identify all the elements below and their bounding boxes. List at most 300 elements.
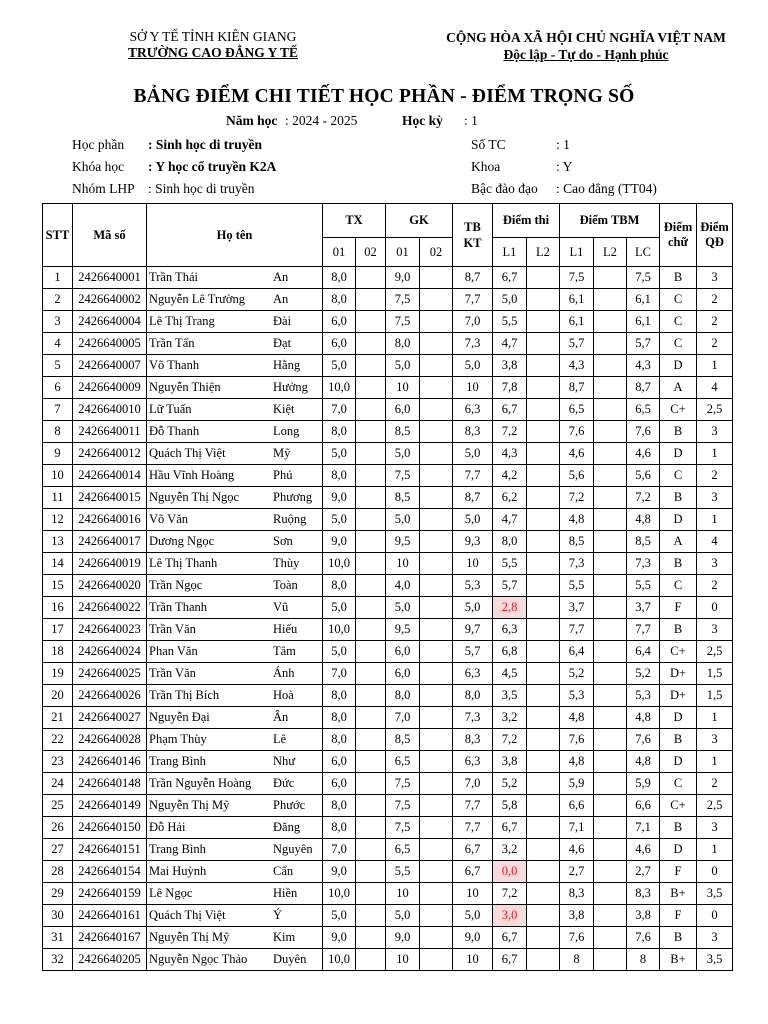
cell-exam-l1: 5,0 <box>493 289 527 311</box>
student-last-name: Trần Thanh <box>149 600 207 614</box>
cell-student-id: 2426640150 <box>73 817 147 839</box>
cell-exam-l2 <box>527 465 560 487</box>
cell-gk-01: 9,5 <box>386 531 420 553</box>
cell-exam-l1: 5,8 <box>493 795 527 817</box>
cell-letter-grade: F <box>660 597 697 619</box>
cell-gk-02 <box>420 883 453 905</box>
cell-tbm-l2 <box>594 443 627 465</box>
cell-tbkt: 5,0 <box>453 355 493 377</box>
cell-stt: 23 <box>43 751 73 773</box>
cell-stt: 10 <box>43 465 73 487</box>
cell-tbkt: 10 <box>453 377 493 399</box>
cell-stt: 4 <box>43 333 73 355</box>
cell-exam-l1: 6,7 <box>493 267 527 289</box>
table-row <box>43 575 733 597</box>
cell-student-name <box>147 509 323 531</box>
cell-exam-l1: 4,7 <box>493 509 527 531</box>
cell-exam-l2 <box>527 663 560 685</box>
cell-gk-02 <box>420 465 453 487</box>
cell-gk-02 <box>420 861 453 883</box>
cell-letter-grade: D <box>660 751 697 773</box>
cell-tx-02 <box>356 663 386 685</box>
student-last-name: Lữ Tuấn <box>149 402 192 416</box>
cell-tbkt: 7,3 <box>453 707 493 729</box>
cell-tbm-l1: 5,6 <box>560 465 594 487</box>
cell-gk-01: 6,0 <box>386 641 420 663</box>
cell-tbm-l2 <box>594 817 627 839</box>
table-row <box>43 355 733 377</box>
cell-student-id: 2426640161 <box>73 905 147 927</box>
cell-gk-02 <box>420 575 453 597</box>
cell-tx-02 <box>356 553 386 575</box>
cell-exam-l2 <box>527 685 560 707</box>
table-row <box>43 377 733 399</box>
cell-letter-grade: B <box>660 553 697 575</box>
cell-student-id: 2426640205 <box>73 949 147 971</box>
cell-tbkt: 9,3 <box>453 531 493 553</box>
cell-qd-grade: 4 <box>697 531 733 553</box>
student-last-name: Trang Bình <box>149 842 206 856</box>
cell-tbm-lc: 2,7 <box>627 861 660 883</box>
cell-tbm-l1: 7,3 <box>560 553 594 575</box>
cell-tx-01: 9,0 <box>323 861 356 883</box>
cell-tbm-l2 <box>594 333 627 355</box>
col-exam: Điểm thi <box>493 204 560 238</box>
student-first-name: Hưởng <box>273 380 308 394</box>
cell-tbm-lc: 3,8 <box>627 905 660 927</box>
cell-gk-01: 10 <box>386 883 420 905</box>
cell-tbm-lc: 5,2 <box>627 663 660 685</box>
table-row <box>43 443 733 465</box>
cell-tx-01: 6,0 <box>323 773 356 795</box>
cell-tx-01: 7,0 <box>323 399 356 421</box>
cell-student-id: 2426640023 <box>73 619 147 641</box>
student-last-name: Lê Ngọc <box>149 886 193 900</box>
cell-tbm-l2 <box>594 355 627 377</box>
cell-gk-01: 5,0 <box>386 597 420 619</box>
cell-exam-l1: 6,3 <box>493 619 527 641</box>
student-first-name: An <box>273 292 289 306</box>
cell-gk-01: 8,0 <box>386 685 420 707</box>
cell-exam-l1: 2,8 <box>493 597 527 619</box>
cell-stt: 7 <box>43 399 73 421</box>
cell-stt: 3 <box>43 311 73 333</box>
course-value: : Y học cổ truyền K2A <box>148 159 277 174</box>
cell-tbkt: 8,3 <box>453 421 493 443</box>
cell-tx-01: 5,0 <box>323 905 356 927</box>
cell-student-name <box>147 311 323 333</box>
cell-gk-02 <box>420 905 453 927</box>
cell-letter-grade: D <box>660 509 697 531</box>
cell-tbm-l1: 3,8 <box>560 905 594 927</box>
credits-label: Số TC <box>471 137 506 152</box>
student-first-name: Như <box>273 754 296 768</box>
cell-tbm-lc: 7,1 <box>627 817 660 839</box>
faculty-label: Khoa <box>471 159 501 174</box>
cell-exam-l2 <box>527 905 560 927</box>
cell-gk-02 <box>420 597 453 619</box>
cell-student-name <box>147 795 323 817</box>
student-last-name: Võ Văn <box>149 512 189 526</box>
cell-tx-02 <box>356 531 386 553</box>
col-tbkt: TB KT <box>453 204 493 267</box>
cell-tbm-lc: 4,8 <box>627 509 660 531</box>
cell-tx-01: 9,0 <box>323 531 356 553</box>
col-tbm-lc: LC <box>627 238 660 267</box>
cell-stt: 29 <box>43 883 73 905</box>
faculty-value: : Y <box>556 159 573 174</box>
cell-student-id: 2426640009 <box>73 377 147 399</box>
cell-stt: 17 <box>43 619 73 641</box>
cell-tbm-l1: 6,1 <box>560 289 594 311</box>
cell-letter-grade: C <box>660 575 697 597</box>
credits-value: : 1 <box>556 137 570 152</box>
cell-tx-02 <box>356 949 386 971</box>
cell-letter-grade: C+ <box>660 641 697 663</box>
cell-tbm-lc: 5,6 <box>627 465 660 487</box>
cell-exam-l1: 6,2 <box>493 487 527 509</box>
cell-student-name <box>147 355 323 377</box>
cell-student-name <box>147 839 323 861</box>
cell-exam-l2 <box>527 773 560 795</box>
cell-tx-02 <box>356 729 386 751</box>
cell-exam-l2 <box>527 861 560 883</box>
cell-tbkt: 9,7 <box>453 619 493 641</box>
cell-student-name <box>147 949 323 971</box>
cell-tbm-lc: 4,8 <box>627 751 660 773</box>
cell-gk-02 <box>420 685 453 707</box>
cell-qd-grade: 1 <box>697 707 733 729</box>
cell-tx-02 <box>356 575 386 597</box>
cell-tbm-l2 <box>594 575 627 597</box>
table-row <box>43 531 733 553</box>
cell-exam-l1: 4,5 <box>493 663 527 685</box>
cell-exam-l1: 6,7 <box>493 949 527 971</box>
col-qd: Điểm QĐ <box>697 204 733 267</box>
cell-tx-01: 5,0 <box>323 355 356 377</box>
table-row <box>43 509 733 531</box>
department-name: SỞ Y TẾ TỈNH KIÊN GIANG <box>129 29 297 44</box>
cell-exam-l2 <box>527 575 560 597</box>
cell-qd-grade: 2,5 <box>697 399 733 421</box>
cell-exam-l1: 3,2 <box>493 839 527 861</box>
student-last-name: Trần Ngọc <box>149 578 203 592</box>
cell-student-id: 2426640146 <box>73 751 147 773</box>
cell-exam-l1: 7,2 <box>493 729 527 751</box>
cell-tx-02 <box>356 707 386 729</box>
cell-student-name <box>147 773 323 795</box>
cell-tx-01: 8,0 <box>323 421 356 443</box>
table-row <box>43 267 733 289</box>
student-first-name: Nguyên <box>273 842 313 856</box>
cell-exam-l1: 6,7 <box>493 927 527 949</box>
student-last-name: Nguyễn Lê Trường <box>149 292 246 306</box>
student-last-name: Lê Thị Trang <box>149 314 215 328</box>
cell-stt: 20 <box>43 685 73 707</box>
cell-gk-01: 8,5 <box>386 729 420 751</box>
student-first-name: Phú <box>273 468 293 482</box>
table-row <box>43 949 733 971</box>
cell-student-name <box>147 905 323 927</box>
cell-stt: 15 <box>43 575 73 597</box>
student-first-name: Đài <box>273 314 292 328</box>
cell-gk-01: 8,5 <box>386 487 420 509</box>
cell-letter-grade: A <box>660 531 697 553</box>
cell-tbm-l2 <box>594 421 627 443</box>
cell-tbkt: 7,0 <box>453 311 493 333</box>
cell-letter-grade: B <box>660 729 697 751</box>
cell-tx-02 <box>356 861 386 883</box>
cell-tbm-l1: 8 <box>560 949 594 971</box>
table-row <box>43 597 733 619</box>
cell-exam-l2 <box>527 597 560 619</box>
cell-student-name <box>147 267 323 289</box>
cell-gk-02 <box>420 509 453 531</box>
cell-tbkt: 6,7 <box>453 861 493 883</box>
cell-exam-l2 <box>527 641 560 663</box>
level-value: : Cao đẳng (TT04) <box>556 181 657 196</box>
cell-student-name <box>147 641 323 663</box>
table-row <box>43 861 733 883</box>
student-last-name: Lê Thị Thanh <box>149 556 218 570</box>
cell-stt: 25 <box>43 795 73 817</box>
cell-exam-l2 <box>527 355 560 377</box>
table-row <box>43 619 733 641</box>
cell-gk-02 <box>420 311 453 333</box>
cell-stt: 16 <box>43 597 73 619</box>
table-row <box>43 839 733 861</box>
cell-qd-grade: 3 <box>697 553 733 575</box>
student-first-name: Hiền <box>273 886 298 900</box>
table-row <box>43 817 733 839</box>
nation-header <box>428 29 744 63</box>
page-title: BẢNG ĐIỂM CHI TIẾT HỌC PHẦN - ĐIỂM TRỌNG SỐ <box>133 86 635 107</box>
student-first-name: Ruộng <box>273 512 307 526</box>
cell-tx-01: 9,0 <box>323 487 356 509</box>
cell-exam-l1: 6,7 <box>493 817 527 839</box>
student-first-name: Thùy <box>273 556 300 570</box>
cell-tx-01: 8,0 <box>323 795 356 817</box>
cell-student-name <box>147 553 323 575</box>
cell-exam-l2 <box>527 949 560 971</box>
student-first-name: Duyên <box>273 952 307 966</box>
cell-tbm-l1: 5,7 <box>560 333 594 355</box>
cell-tx-02 <box>356 751 386 773</box>
student-last-name: Trang Bình <box>149 754 206 768</box>
col-exam-l1: L1 <box>493 238 527 267</box>
col-id: Mã số <box>73 204 147 267</box>
cell-qd-grade: 2 <box>697 575 733 597</box>
cell-gk-02 <box>420 729 453 751</box>
cell-letter-grade: B+ <box>660 883 697 905</box>
student-last-name: Trần Nguyễn Hoàng <box>149 776 252 790</box>
cell-gk-02 <box>420 707 453 729</box>
group-label: Nhóm LHP <box>72 181 135 196</box>
cell-qd-grade: 4 <box>697 377 733 399</box>
student-first-name: Long <box>273 424 300 438</box>
student-first-name: Đức <box>273 776 295 790</box>
cell-gk-01: 7,5 <box>386 311 420 333</box>
cell-tbm-lc: 5,9 <box>627 773 660 795</box>
cell-tbm-l2 <box>594 311 627 333</box>
cell-tbm-lc: 7,6 <box>627 927 660 949</box>
cell-gk-02 <box>420 795 453 817</box>
student-first-name: Kiệt <box>273 402 295 416</box>
cell-tx-01: 7,0 <box>323 663 356 685</box>
cell-student-id: 2426640154 <box>73 861 147 883</box>
table-row <box>43 751 733 773</box>
cell-student-name <box>147 597 323 619</box>
cell-tbm-l1: 7,2 <box>560 487 594 509</box>
cell-tbm-lc: 7,2 <box>627 487 660 509</box>
cell-letter-grade: D <box>660 443 697 465</box>
student-first-name: Cẩn <box>273 864 294 878</box>
cell-student-name <box>147 399 323 421</box>
cell-exam-l1: 5,7 <box>493 575 527 597</box>
cell-exam-l2 <box>527 443 560 465</box>
cell-tbkt: 5,3 <box>453 575 493 597</box>
table-row <box>43 883 733 905</box>
cell-tx-02 <box>356 883 386 905</box>
cell-gk-01: 6,0 <box>386 399 420 421</box>
student-last-name: Phạm Thùy <box>149 732 207 746</box>
cell-qd-grade: 1 <box>697 751 733 773</box>
cell-gk-02 <box>420 333 453 355</box>
cell-qd-grade: 3 <box>697 729 733 751</box>
cell-tbm-lc: 4,3 <box>627 355 660 377</box>
cell-tx-01: 8,0 <box>323 707 356 729</box>
cell-student-id: 2426640004 <box>73 311 147 333</box>
student-first-name: Ân <box>273 710 289 724</box>
cell-stt: 13 <box>43 531 73 553</box>
cell-tbm-lc: 3,7 <box>627 597 660 619</box>
module-label: Học phần <box>72 137 125 152</box>
cell-gk-02 <box>420 619 453 641</box>
cell-tx-02 <box>356 685 386 707</box>
cell-student-id: 2426640024 <box>73 641 147 663</box>
cell-stt: 11 <box>43 487 73 509</box>
cell-exam-l2 <box>527 839 560 861</box>
table-row <box>43 399 733 421</box>
cell-student-id: 2426640019 <box>73 553 147 575</box>
cell-tx-02 <box>356 927 386 949</box>
student-first-name: An <box>273 270 289 284</box>
cell-letter-grade: B <box>660 927 697 949</box>
cell-tbm-l1: 6,1 <box>560 311 594 333</box>
cell-tbkt: 5,0 <box>453 905 493 927</box>
cell-exam-l2 <box>527 399 560 421</box>
cell-exam-l2 <box>527 311 560 333</box>
table-row <box>43 905 733 927</box>
table-row <box>43 641 733 663</box>
cell-qd-grade: 3,5 <box>697 949 733 971</box>
year-label: Năm học <box>226 113 278 128</box>
cell-tbm-l1: 6,4 <box>560 641 594 663</box>
term-value: : 1 <box>464 113 478 128</box>
cell-tbm-l1: 3,7 <box>560 597 594 619</box>
cell-tx-01: 10,0 <box>323 553 356 575</box>
cell-stt: 6 <box>43 377 73 399</box>
cell-tbm-l1: 4,8 <box>560 707 594 729</box>
cell-stt: 28 <box>43 861 73 883</box>
cell-exam-l2 <box>527 707 560 729</box>
cell-student-name <box>147 861 323 883</box>
cell-gk-02 <box>420 267 453 289</box>
cell-tbm-l1: 6,6 <box>560 795 594 817</box>
student-first-name: Hiếu <box>273 622 298 636</box>
student-last-name: Nguyễn Thị Ngọc <box>149 490 240 504</box>
cell-tbkt: 8,7 <box>453 267 493 289</box>
cell-gk-01: 7,5 <box>386 289 420 311</box>
cell-tx-01: 9,0 <box>323 927 356 949</box>
cell-tx-02 <box>356 773 386 795</box>
cell-letter-grade: B+ <box>660 949 697 971</box>
cell-tbkt: 6,3 <box>453 399 493 421</box>
cell-letter-grade: C <box>660 289 697 311</box>
cell-gk-02 <box>420 553 453 575</box>
cell-student-name <box>147 333 323 355</box>
cell-tbkt: 6,3 <box>453 751 493 773</box>
table-row <box>43 289 733 311</box>
cell-gk-01: 10 <box>386 949 420 971</box>
cell-gk-02 <box>420 839 453 861</box>
student-first-name: Ánh <box>273 666 295 680</box>
cell-stt: 30 <box>43 905 73 927</box>
student-first-name: Toàn <box>273 578 298 592</box>
cell-qd-grade: 2 <box>697 465 733 487</box>
student-first-name: Mỹ <box>273 446 291 460</box>
cell-student-name <box>147 663 323 685</box>
table-row <box>43 729 733 751</box>
cell-tbkt: 5,7 <box>453 641 493 663</box>
cell-tx-02 <box>356 487 386 509</box>
cell-tbm-lc: 6,6 <box>627 795 660 817</box>
student-last-name: Quách Thị Việt <box>149 908 226 922</box>
cell-qd-grade: 2 <box>697 289 733 311</box>
cell-qd-grade: 3 <box>697 817 733 839</box>
cell-exam-l1: 5,5 <box>493 311 527 333</box>
cell-tbm-lc: 5,5 <box>627 575 660 597</box>
cell-stt: 9 <box>43 443 73 465</box>
student-last-name: Quách Thị Việt <box>149 446 226 460</box>
cell-student-name <box>147 685 323 707</box>
cell-tbm-l2 <box>594 795 627 817</box>
cell-exam-l2 <box>527 509 560 531</box>
cell-stt: 8 <box>43 421 73 443</box>
cell-exam-l2 <box>527 729 560 751</box>
table-row <box>43 421 733 443</box>
cell-stt: 32 <box>43 949 73 971</box>
cell-tbm-l1: 4,6 <box>560 839 594 861</box>
cell-gk-01: 6,0 <box>386 663 420 685</box>
cell-letter-grade: B <box>660 267 697 289</box>
col-tx-02: 02 <box>356 238 386 267</box>
cell-exam-l2 <box>527 377 560 399</box>
cell-tbm-lc: 8,3 <box>627 883 660 905</box>
cell-tx-02 <box>356 509 386 531</box>
cell-exam-l1: 8,0 <box>493 531 527 553</box>
cell-tx-02 <box>356 465 386 487</box>
cell-exam-l2 <box>527 553 560 575</box>
cell-tbm-l2 <box>594 773 627 795</box>
cell-qd-grade: 3 <box>697 619 733 641</box>
cell-student-id: 2426640012 <box>73 443 147 465</box>
cell-qd-grade: 2 <box>697 773 733 795</box>
cell-gk-01: 5,0 <box>386 443 420 465</box>
cell-tbm-l1: 8,7 <box>560 377 594 399</box>
cell-tbm-l2 <box>594 487 627 509</box>
cell-student-id: 2426640025 <box>73 663 147 685</box>
